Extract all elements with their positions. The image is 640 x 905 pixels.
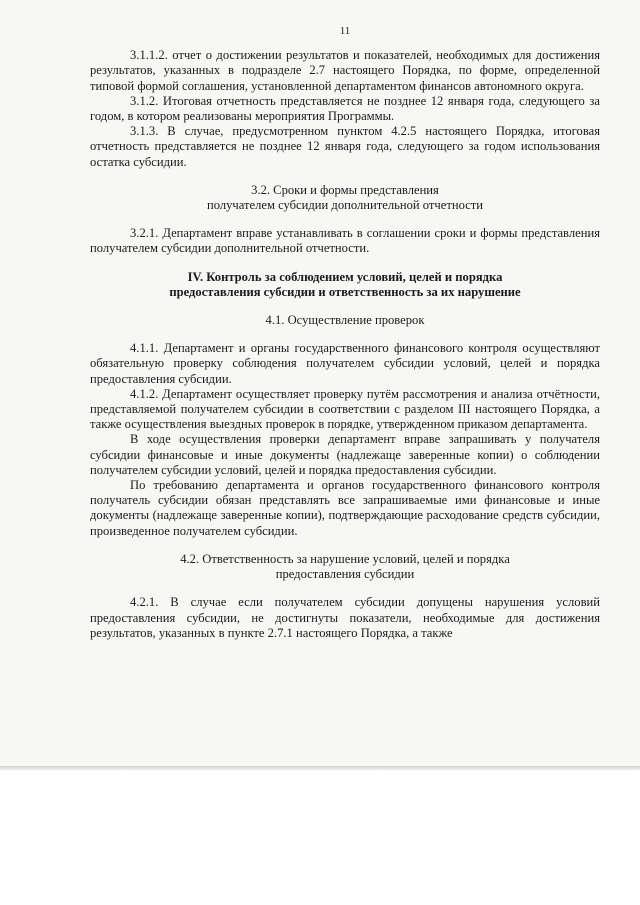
section-heading: предоставления субсидии [275, 567, 415, 582]
block-spacer [90, 539, 600, 552]
chapter-heading: предоставления субсидии и ответственность за их нарушение [169, 284, 521, 299]
block-spacer [90, 257, 600, 270]
paragraph: 4.1.1. Департамент и органы государственного финансового контроля осуществляют обязательную проверку соблюдения получателем субсидии условий, целей и порядка предоставления субсидии. [90, 341, 600, 386]
block-spacer [90, 582, 600, 595]
block-spacer [90, 328, 600, 341]
scan-edge [0, 766, 640, 770]
block-spacer [90, 213, 600, 226]
paragraph: По требованию департамента и органов государственного финансового контроля получатель субсидии обязан представлять все запрашиваемые ими финансовые и иные документы (надлежаще заверенные копии), подтверждающие расходование средств субсидии, произведенное получателем субсидии. [90, 478, 600, 538]
paragraph: 4.2.1. В случае если получателем субсидии допущены нарушения условий предоставления субсидии, не достигнуты показатели, необходимые для достижения результатов, указанных в пункте 2.7.1 настоящего Порядка, а также [90, 595, 600, 640]
block-spacer [90, 170, 600, 183]
section-heading: 4.1. Осуществление проверок [265, 313, 425, 328]
paragraph: 3.1.1.2. отчет о достижении результатов и показателей, необходимых для достижения результатов, указанных в подразделе 2.7 настоящего Порядка, по форме, определенной типовой формой соглашения, установленной департаментом финансов автономного округа. [90, 48, 600, 93]
paragraph: В ходе осуществления проверки департамент вправе запрашивать у получателя субсидии финансовые и иные документы (надлежаще заверенные копии) о соблюдении получателем субсидии условий, целей и порядка предоставления субсидии. [90, 432, 600, 477]
section-heading: 4.2. Ответственность за нарушение условий, целей и порядка [180, 551, 510, 566]
section-heading: получателем субсидии дополнительной отчетности [206, 198, 484, 213]
document-page [90, 24, 600, 641]
section-heading: 3.2. Сроки и формы представления [251, 182, 439, 197]
paragraph: 3.2.1. Департамент вправе устанавливать в соглашении сроки и формы представления получателем субсидии дополнительной отчетности. [90, 226, 600, 256]
chapter-heading: IV. Контроль за соблюдением условий, целей и порядка [187, 269, 503, 284]
block-spacer [90, 300, 600, 313]
paragraph: 3.1.2. Итоговая отчетность представляется не позднее 12 января года, следующего за годом, в котором реализованы мероприятия Программы. [90, 93, 600, 124]
paragraph: 4.1.2. Департамент осуществляет проверку путём рассмотрения и анализа отчётности, представляемой получателем субсидии в соответствии с разделом III настоящего Порядка, а также осуществления выездных проверок в порядке, утвержденном приказом департамента. [90, 386, 600, 432]
paragraph: 3.1.3. В случае, предусмотренном пунктом 4.2.5 настоящего Порядка, итоговая отчетность представляется не позднее 12 января года, следующего за годом использования остатка субсидии. [90, 124, 600, 169]
document-body [90, 48, 600, 641]
page-number: 11 [339, 25, 351, 37]
